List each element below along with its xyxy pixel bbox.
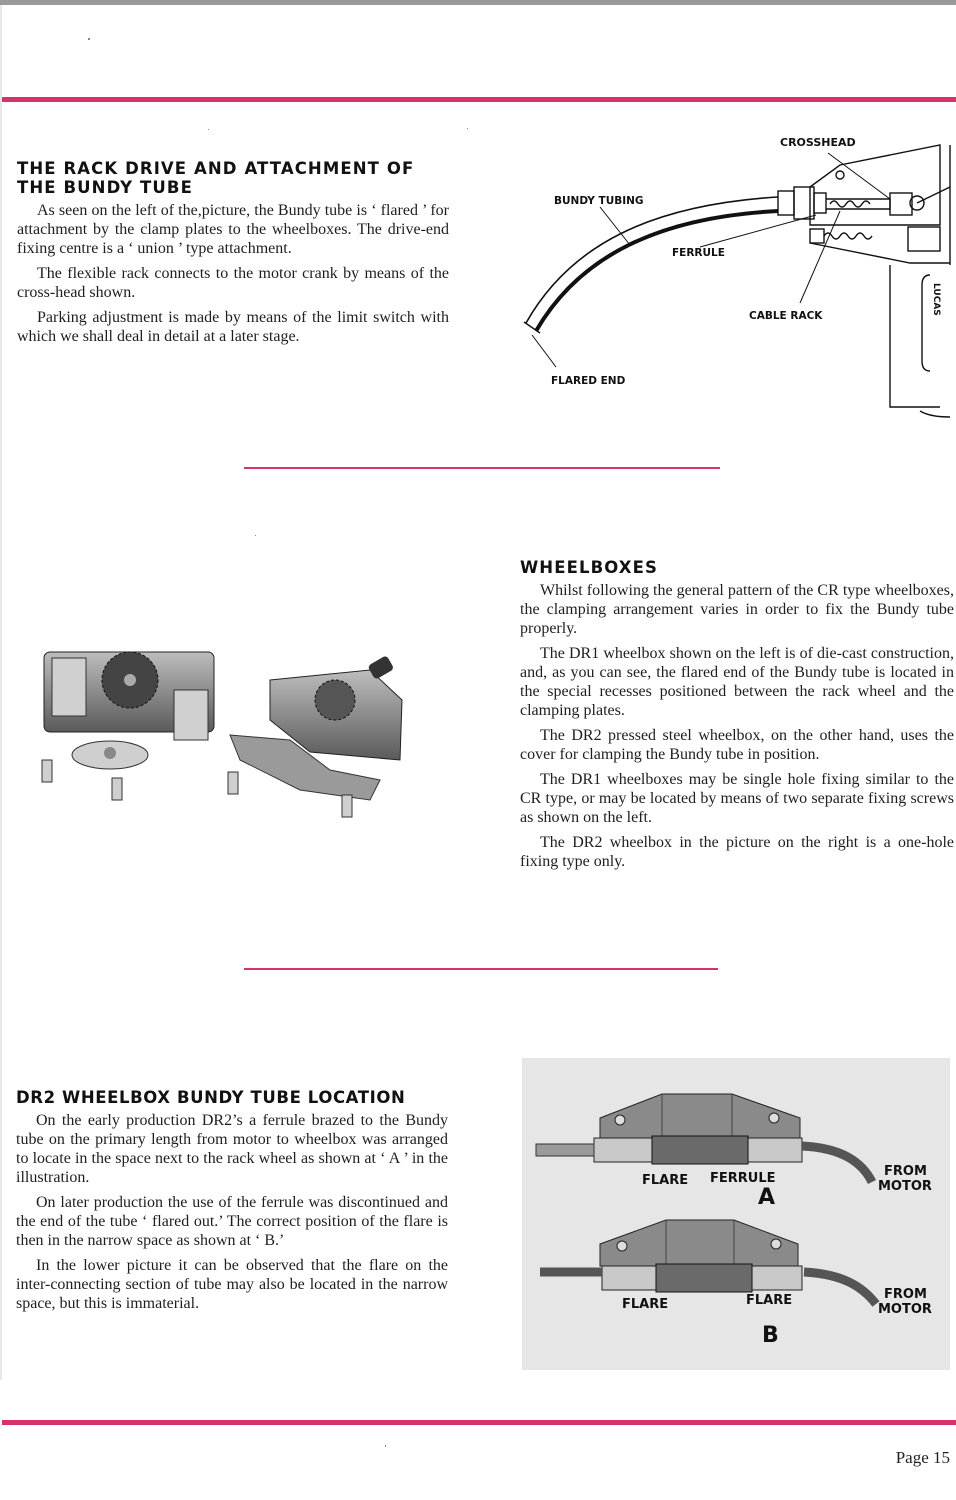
top-divider-rule <box>2 97 956 102</box>
leader-bundy-tubing <box>600 207 630 245</box>
label-b-letter: B <box>762 1323 779 1348</box>
lucas-badge <box>922 275 930 371</box>
union-nut <box>778 191 794 215</box>
ferrule-shape <box>814 193 826 213</box>
motor-foot <box>920 411 950 417</box>
label-b-motor: MOTOR <box>878 1302 932 1317</box>
paragraph: On later production the use of the ferrule was discontinued and the end of the tube ‘ flared out.’ The correct position of the flare is then in the narrow space as shown at ‘ B.’ <box>16 1194 448 1249</box>
wheelboxes-heading: WHEELBOXES <box>520 558 658 577</box>
dr1-wheelbox <box>44 652 214 769</box>
paragraph: The flexible rack connects to the motor crank by means of the cross-head shown. <box>17 265 449 301</box>
label-crosshead: CROSSHEAD <box>780 136 856 149</box>
heading-line: THE RACK DRIVE AND ATTACHMENT OF <box>17 159 415 178</box>
spring-end <box>810 229 824 243</box>
heading-line: THE BUNDY TUBE <box>17 178 193 197</box>
scan-speck <box>255 535 256 536</box>
paragraph: In the lower picture it can be observed that the flare on the inter-connecting section of tube may also be located in the narrow space, but this is immaterial. <box>16 1257 448 1312</box>
bundy-tube-inner <box>536 211 778 331</box>
paragraph: As seen on the left of the,picture, the Bundy tube is ‘ flared ’ for attachment by the clamp plates to the wheelboxes. The drive-end fixing centre is a ‘ union ’ type attachment. <box>17 202 449 257</box>
dr2-location-heading: DR2 WHEELBOX BUNDY TUBE LOCATION <box>16 1088 406 1107</box>
rack-drive-section <box>17 159 449 352</box>
wheelbox-photo <box>30 640 410 825</box>
wheelboxes-section <box>520 558 954 877</box>
label-flared-end: FLARED END <box>551 375 626 387</box>
label-cable-rack: CABLE RACK <box>749 310 823 322</box>
paragraph: The DR1 wheelboxes may be single hole fixing similar to the CR type, or may be located by means of two separate fixing screws as shown on the left. <box>520 771 954 826</box>
scan-speck <box>208 129 209 130</box>
label-b-flare-left: FLARE <box>622 1297 669 1312</box>
label-lucas: LUCAS <box>931 283 941 316</box>
rack-drive-heading <box>17 159 449 197</box>
leader-ferrule <box>700 215 816 247</box>
label-a-from: FROM <box>884 1164 927 1179</box>
mid-divider-rule-1 <box>244 467 720 469</box>
paragraph: On the early production DR2’s a ferrule brazed to the Bundy tube on the primary length from motor to wheelbox was arranged to locate in the space next to the rack wheel as shown at ‘ A ’ in the illustration. <box>16 1112 448 1186</box>
page-number: Page 15 <box>895 1448 950 1467</box>
label-a-flare: FLARE <box>642 1173 689 1188</box>
cable-rack-helix <box>830 201 870 207</box>
housing-screw <box>836 171 844 179</box>
housing-lower-edge <box>810 243 950 263</box>
leader-flared-end <box>532 335 556 367</box>
crank-arm <box>917 187 950 203</box>
scan-speck <box>88 38 90 40</box>
label-a-ferrule: FERRULE <box>710 1171 776 1186</box>
illustration-a <box>536 1094 932 1210</box>
dr2-location-section <box>16 1088 448 1319</box>
label-ferrule: FERRULE <box>672 247 725 259</box>
paragraph: The DR2 wheelbox in the picture on the right is a one-hole fixing type only. <box>520 834 954 870</box>
diagram-drawing <box>510 125 956 425</box>
illustration-b <box>540 1220 932 1348</box>
mid-divider-rule-2 <box>244 968 718 970</box>
paragraph: Parking adjustment is made by means of the limit switch with which we shall deal in detail at a later stage. <box>17 309 449 345</box>
bottom-divider-rule <box>2 1420 956 1425</box>
gearbox-housing <box>810 145 940 225</box>
label-a-letter: A <box>758 1185 776 1210</box>
dr2-wheelbox <box>230 655 402 800</box>
scan-speck <box>385 1445 386 1447</box>
label-a-motor: MOTOR <box>878 1179 932 1194</box>
scan-speck <box>467 128 468 129</box>
label-bundy-tubing: BUNDY TUBING <box>554 195 644 207</box>
limit-spring <box>824 233 872 239</box>
label-b-from: FROM <box>884 1287 927 1302</box>
wheelbox-photo-drawing <box>30 640 410 825</box>
switch-block <box>908 227 940 251</box>
leader-crosshead <box>828 153 890 199</box>
paragraph: The DR1 wheelbox shown on the left is of die-cast construction, and, as you can see, the flared end of the Bundy tube is located in the special recesses positioned between the rack wheel and the clamping plates. <box>520 645 954 719</box>
label-b-flare-right: FLARE <box>746 1293 793 1308</box>
union-body <box>794 187 814 219</box>
paragraph: Whilst following the general pattern of the CR type wheelboxes, the clamping arrangement varies in order to fix the Bundy tube properly. <box>520 582 954 637</box>
rack-drive-diagram <box>510 125 956 425</box>
crosshead-block <box>890 193 912 215</box>
viewer-top-bar <box>0 0 956 5</box>
dr2-location-illustration <box>522 1058 950 1370</box>
dr2-illustration-drawing <box>522 1058 950 1370</box>
page-edge <box>0 5 2 1380</box>
rack-wheel-gear <box>315 680 355 720</box>
paragraph: The DR2 pressed steel wheelbox, on the other hand, uses the cover for clamping the Bundy tube in position. <box>520 727 954 763</box>
